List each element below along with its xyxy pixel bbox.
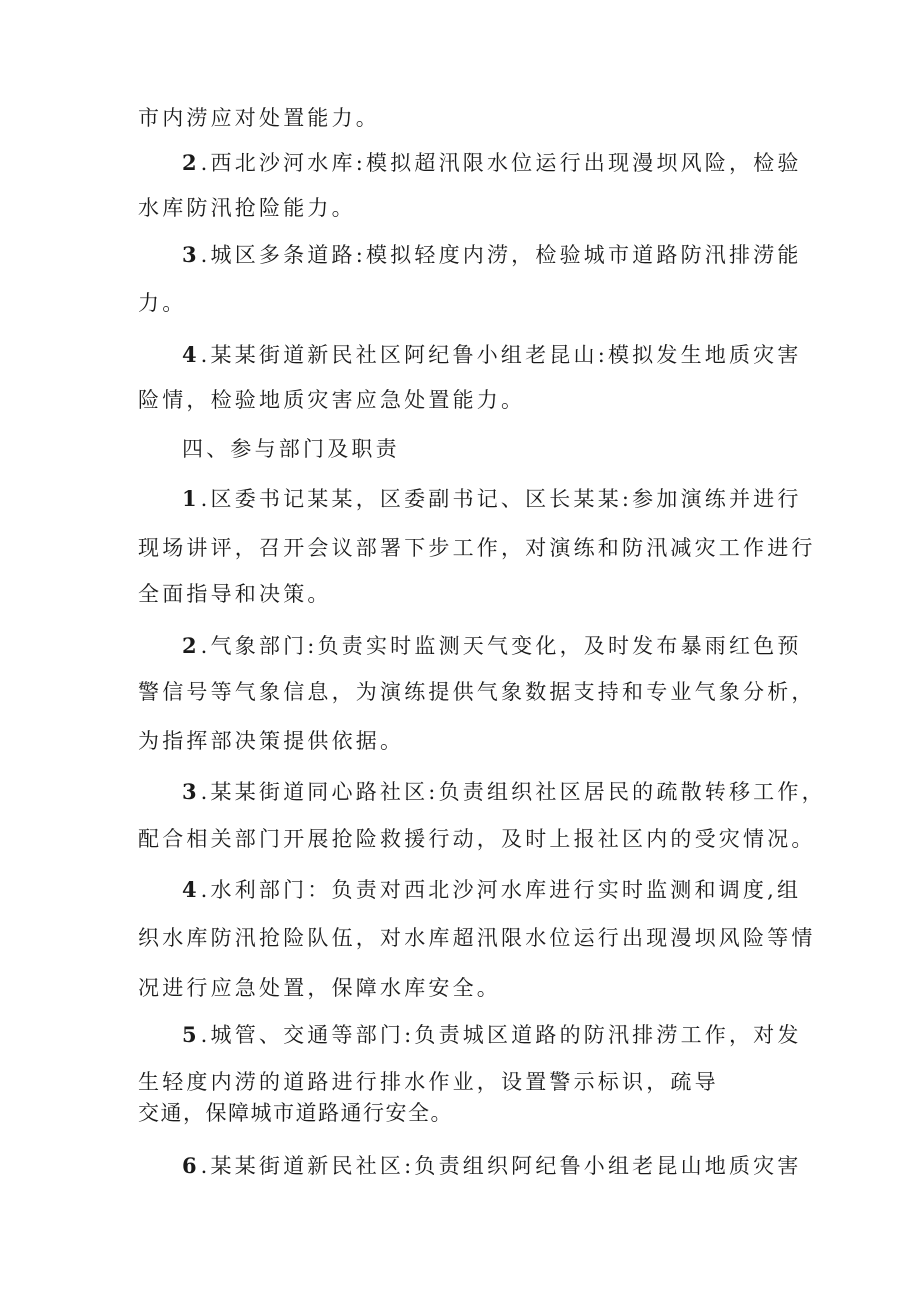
item-number: 2 <box>182 150 197 175</box>
line-text: .城管、交通等部门:负责城区道路的防汛排涝工作，对发 <box>200 1023 802 1047</box>
section-heading <box>182 434 400 464</box>
line-text: 警信号等气象信息，为演练提供气象数据支持和专业气象分析， <box>138 680 816 704</box>
text-line <box>138 677 816 707</box>
list-item-heading <box>182 340 802 370</box>
text-line <box>138 1098 453 1128</box>
text-line <box>138 1067 719 1097</box>
list-item-heading <box>182 631 802 661</box>
item-number: 3 <box>182 242 197 267</box>
item-number: 6 <box>182 1153 197 1178</box>
text-line <box>138 193 356 223</box>
line-text: 力。 <box>138 291 187 315</box>
item-number: 4 <box>182 877 197 902</box>
line-text: 况进行应急处置，保障水库安全。 <box>138 976 501 1000</box>
list-item-heading <box>182 1020 802 1050</box>
list-item-heading <box>182 484 802 514</box>
text-line <box>138 533 816 563</box>
line-text: 配合相关部门开展抢险救援行动，及时上报社区内的受灾情况。 <box>138 827 816 851</box>
line-text: .某某街道新民社区:负责组织阿纪鲁小组老昆山地质灾害 <box>200 1154 802 1178</box>
list-item-heading <box>182 240 802 270</box>
line-text: 现场讲评，召开会议部署下步工作，对演练和防汛减灾工作进行 <box>138 536 816 560</box>
line-text: 生轻度内涝的道路进行排水作业，设置警示标识，疏导 <box>138 1070 719 1094</box>
list-item-heading <box>182 777 826 807</box>
line-text: 全面指导和决策。 <box>138 582 332 606</box>
text-line <box>138 726 404 756</box>
list-item-heading <box>182 875 801 905</box>
line-text: 险情，检验地质灾害应急处置能力。 <box>138 388 526 412</box>
line-text: .城区多条道路:模拟轻度内涝，检验城市道路防汛排涝能 <box>200 243 802 267</box>
line-text: 织水库防汛抢险队伍，对水库超汛限水位运行出现漫坝风险等情 <box>138 926 816 950</box>
text-line <box>138 923 816 953</box>
line-text: 四、参与部门及职责 <box>182 437 400 461</box>
line-text: .某某街道新民社区阿纪鲁小组老昆山:模拟发生地质灾害 <box>200 343 802 367</box>
line-text: .气象部门:负责实时监测天气变化，及时发布暴雨红色预 <box>200 634 802 658</box>
item-number: 2 <box>182 633 197 658</box>
item-number: 1 <box>182 486 197 511</box>
line-text: .某某街道同心路社区:负责组织社区居民的疏散转移工作， <box>200 780 826 804</box>
item-number: 4 <box>182 342 197 367</box>
text-line <box>138 579 332 609</box>
line-text: 水库防汛抢险能力。 <box>138 196 356 220</box>
item-number: 3 <box>182 779 197 804</box>
text-line <box>138 973 501 1003</box>
line-text: 交通，保障城市道路通行安全。 <box>138 1101 453 1125</box>
list-item-heading <box>182 148 802 178</box>
line-text: .水利部门：负责对西北沙河水库进行实时监测和调度,组 <box>200 878 802 902</box>
text-line <box>138 824 816 854</box>
line-text: 为指挥部决策提供依据。 <box>138 729 405 753</box>
list-item-heading <box>182 1151 802 1181</box>
text-line <box>138 385 525 415</box>
line-text: .西北沙河水库:模拟超汛限水位运行出现漫坝风险，检验 <box>200 151 802 175</box>
text-line <box>138 103 380 133</box>
item-number: 5 <box>182 1022 197 1047</box>
text-line <box>138 288 186 318</box>
line-text: .区委书记某某，区委副书记、区长某某:参加演练并进行 <box>200 487 802 511</box>
line-text: 市内涝应对处置能力。 <box>138 106 380 130</box>
